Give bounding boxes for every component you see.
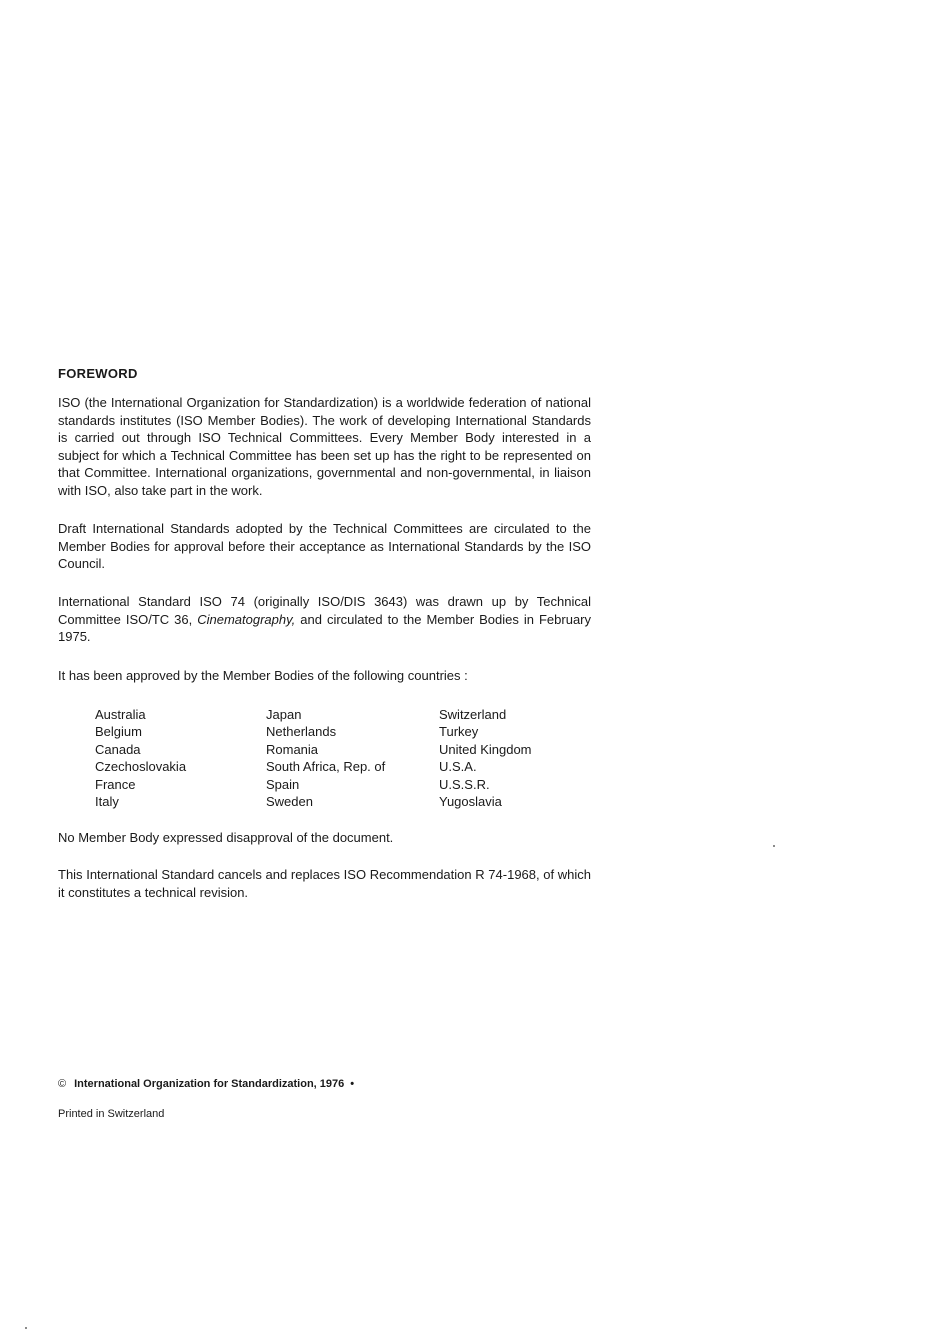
country-name: Yugoslavia — [439, 793, 502, 809]
country-name: France — [95, 776, 136, 792]
foreword-paragraph-draft-standards: Draft International Standards adopted by the Technical Committees are circulated to the Member Bodies for approval before their acceptance as International Standards by the ISO Council. — [58, 521, 591, 572]
country-name: Romania — [266, 741, 319, 757]
country-name: Sweden — [266, 793, 313, 809]
foreword-paragraph-approval: It has been approved by the Member Bodies of the following countries : — [58, 668, 468, 683]
country-name: South Africa, Rep. of — [266, 759, 386, 775]
country-name: Italy — [95, 793, 119, 809]
countries-column-3 — [439, 706, 532, 810]
country-name: Canada — [95, 741, 141, 757]
scan-speck — [773, 845, 775, 847]
country-name: Spain — [266, 776, 300, 792]
copyright-notice — [58, 1078, 354, 1090]
country-name: Netherlands — [266, 724, 337, 740]
foreword-paragraph-iso-intro: ISO (the International Organization for Standardization) is a worldwide federation of national standards institutes (ISO Member Bodies). The work of developing International Standards is carried out through ISO Technical Committees. Every Member Body interested in a subject for which a Technical Committee has been set up has the right to be represented on that Committee. International organizations, governmental and non-governmental, in liaison with ISO, also take part in the work. — [58, 395, 591, 498]
committee-title-italic: Cinematography, — [197, 611, 296, 627]
country-name: Australia — [95, 707, 146, 722]
countries-column-1 — [95, 706, 186, 810]
country-name: Belgium — [95, 724, 142, 740]
country-name: U.S.S.R. — [439, 776, 490, 792]
country-name: Japan — [266, 707, 302, 722]
country-name: U.S.A. — [439, 759, 477, 775]
foreword-paragraph-replacement: This International Standard cancels and replaces ISO Recommendation R 74-1968, of which it constitutes a technical revision. — [58, 867, 591, 900]
countries-column-2 — [266, 706, 385, 810]
iso74-text-end: and circulated to the Member Bodies in February 1975. — [58, 611, 592, 645]
foreword-heading: FOREWORD — [58, 366, 138, 381]
bullet-icon: • — [350, 1078, 355, 1090]
foreword-paragraph-iso74 — [58, 593, 591, 646]
iso74-text-start: International Standard ISO 74 (originally ISO/DIS 3643) was drawn up by Technical Committee ISO/TC 36, — [58, 594, 591, 627]
country-name: United Kingdom — [439, 741, 532, 757]
country-name: Turkey — [439, 724, 479, 740]
foreword-paragraph-no-disapproval: No Member Body expressed disapproval of the document. — [58, 830, 394, 845]
country-name: Czechoslovakia — [95, 759, 187, 775]
copyright-text: International Organization for Standardization, 1976 — [74, 1078, 345, 1090]
copyright-symbol: © — [58, 1078, 67, 1090]
scan-speck — [25, 1327, 27, 1329]
printed-location: Printed in Switzerland — [58, 1108, 165, 1120]
country-name: Switzerland — [439, 707, 507, 722]
